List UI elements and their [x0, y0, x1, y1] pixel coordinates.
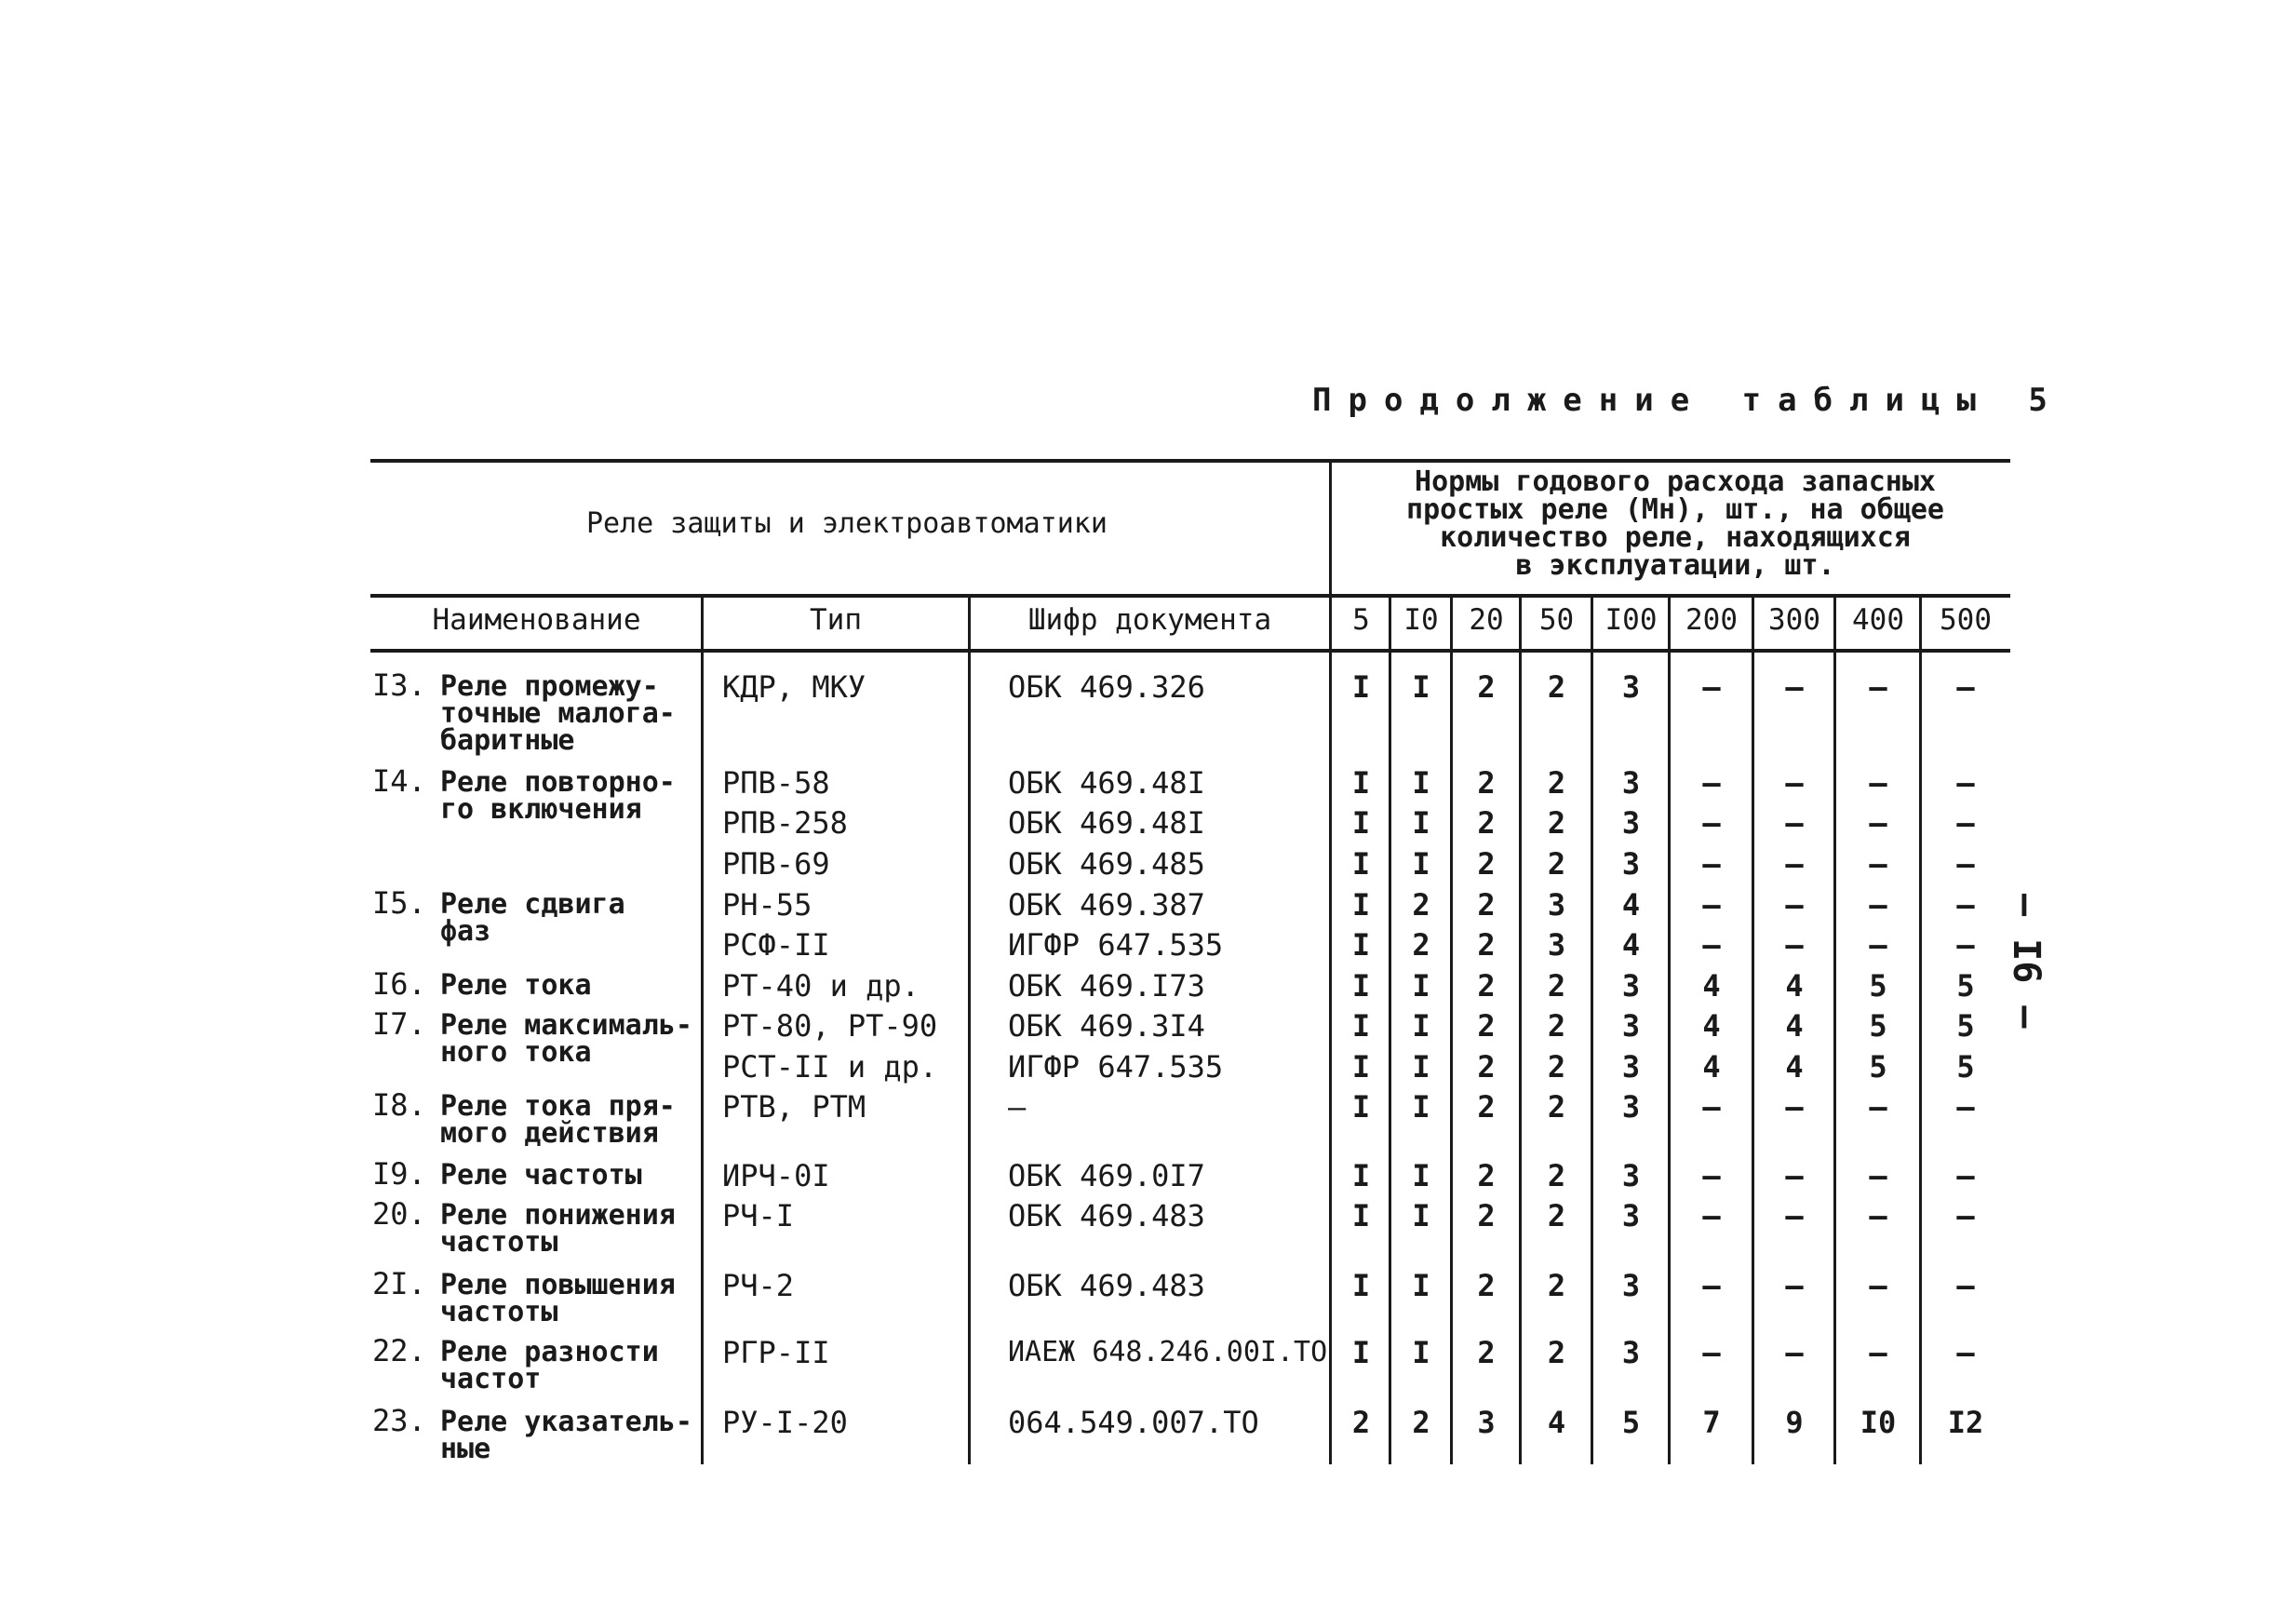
relay-name-line: Реле тока [440, 969, 592, 1002]
document-code: ОБК 469.326 [1008, 669, 1205, 705]
vrule-type [701, 594, 704, 1464]
document-code: ИГФР 647.535 [1008, 927, 1224, 963]
norm-line: в эксплуатации, шт. [1515, 549, 1835, 582]
norm-value: 2 [1477, 1008, 1496, 1044]
norm-value: I [1412, 1268, 1430, 1303]
norm-value: 2 [1412, 887, 1430, 923]
norm-value: 5 [1621, 1405, 1641, 1440]
norm-value: 4 [1702, 968, 1721, 1004]
norm-value: – [1785, 1198, 1804, 1233]
relay-name-line: Реле указатель- [440, 1406, 692, 1438]
norm-value: I [1351, 765, 1371, 801]
norm-value: 2 [1547, 1089, 1566, 1125]
norm-value: I [1412, 968, 1430, 1004]
norm-value: – [1956, 765, 1975, 801]
norm-value: 3 [1621, 669, 1641, 705]
norm-value: 4 [1547, 1405, 1566, 1440]
norm-value: – [1869, 1198, 1887, 1233]
norm-value: 2 [1477, 927, 1496, 963]
norm-value: 5 [1869, 1049, 1887, 1085]
norm-value: I [1412, 805, 1430, 841]
norm-value: – [1702, 846, 1721, 882]
norm-value: I [1351, 1008, 1371, 1044]
norm-value: 2 [1477, 669, 1496, 705]
relay-name [372, 1087, 676, 1150]
norm-value: I [1351, 927, 1371, 963]
norm-value: 3 [1547, 927, 1566, 963]
norm-value: – [1869, 805, 1887, 841]
norm-value: – [1869, 1089, 1887, 1125]
norm-value: – [1702, 1089, 1721, 1125]
norm-value: 5 [1869, 968, 1887, 1004]
row-number: I7. [372, 1006, 426, 1042]
norm-value: 3 [1621, 765, 1641, 801]
norm-value: – [1785, 805, 1804, 841]
document-code: 064.549.007.ТО [1008, 1405, 1259, 1440]
norm-value: 4 [1702, 1049, 1721, 1085]
norm-value: 3 [1621, 1268, 1641, 1303]
norm-value: – [1869, 1158, 1887, 1193]
norm-value: 4 [1785, 1008, 1804, 1044]
norm-value: – [1702, 1335, 1721, 1370]
norm-value: 3 [1621, 1335, 1641, 1370]
relay-name-line: Реле промежу- [440, 670, 659, 703]
document-code: ОБК 469.48I [1008, 765, 1205, 801]
page-number: – I6 – [2005, 894, 2048, 1029]
norm-value: 2 [1547, 968, 1566, 1004]
col-header-qty: 300 [1768, 603, 1820, 637]
norm-value: 2 [1477, 1198, 1496, 1233]
norm-value: 3 [1621, 1089, 1641, 1125]
relay-name-line: фаз [440, 915, 491, 948]
norm-value: 5 [1956, 1049, 1975, 1085]
relay-name-line: точные малога- [440, 697, 676, 730]
norm-value: I [1351, 1158, 1371, 1193]
norm-value: 3 [1621, 1008, 1641, 1044]
document-code: ИАЕЖ 648.246.00I.ТО [1008, 1336, 1328, 1368]
row-number: I3. [372, 667, 426, 703]
col-header-qty: 5 [1352, 603, 1370, 637]
norm-value: I0 [1860, 1405, 1897, 1440]
norm-value: – [1702, 927, 1721, 963]
norm-line: простых реле (Мн), шт., на общее [1406, 493, 1944, 526]
col-header-qty: 500 [1940, 603, 1992, 637]
norm-value: 5 [1956, 1008, 1975, 1044]
norm-value: 3 [1477, 1405, 1496, 1440]
norm-value: 3 [1621, 968, 1641, 1004]
relay-type: КДР, МКУ [722, 669, 866, 705]
norm-value: – [1956, 1198, 1975, 1233]
norm-value: – [1956, 927, 1975, 963]
relay-name [372, 667, 676, 757]
col-header-qty: I0 [1403, 603, 1439, 637]
relay-name-line: Реле повышения [440, 1269, 676, 1301]
norm-value: 3 [1621, 1198, 1641, 1233]
norm-value: – [1869, 887, 1887, 923]
relay-name [372, 1403, 692, 1465]
norm-value: – [1869, 1335, 1887, 1370]
norm-value: I [1351, 669, 1371, 705]
norm-value: – [1785, 1158, 1804, 1193]
relay-type: РЧ-I [722, 1198, 795, 1233]
relay-name-line: ные [440, 1433, 491, 1465]
document-code: ОБК 469.483 [1008, 1268, 1205, 1303]
relay-type: РЧ-2 [722, 1268, 795, 1303]
norm-value: – [1702, 669, 1721, 705]
norm-line: количество реле, находящихся [1440, 521, 1911, 554]
document-code: ОБК 469.3I4 [1008, 1008, 1205, 1044]
relay-name [372, 1266, 676, 1328]
relay-type: РПВ-258 [722, 805, 848, 841]
relay-name-line: баритные [440, 724, 575, 757]
row-number: 2I. [372, 1266, 426, 1301]
relay-name-line: Реле тока пря- [440, 1090, 676, 1123]
col-header-doc: Шифр документа [1027, 603, 1272, 637]
norm-value: I [1412, 846, 1430, 882]
relay-type: РН-55 [722, 887, 812, 923]
norm-value: – [1785, 887, 1804, 923]
col-header-qty: 200 [1685, 603, 1738, 637]
document-code: ОБК 469.483 [1008, 1198, 1205, 1233]
norm-value: I [1351, 1049, 1371, 1085]
norm-value: 2 [1477, 765, 1496, 801]
norm-value: – [1785, 765, 1804, 801]
norm-value: 2 [1412, 927, 1430, 963]
header-mid-rule [370, 594, 2010, 598]
relay-name [372, 966, 592, 1002]
relay-name-line: го включения [440, 793, 642, 826]
relay-name [372, 763, 676, 826]
col-header-qty: I00 [1605, 603, 1658, 637]
norm-value: 3 [1547, 887, 1566, 923]
norm-value: – [1785, 846, 1804, 882]
relay-name-line: Реле повторно- [440, 766, 676, 799]
norm-value: I [1351, 968, 1371, 1004]
document-code: – [1008, 1089, 1027, 1125]
relay-name-line: Реле понижения [440, 1199, 676, 1232]
relay-name [372, 1156, 642, 1192]
norm-value: 2 [1477, 1335, 1496, 1370]
norm-value: 2 [1547, 765, 1566, 801]
norm-value: I [1412, 1089, 1430, 1125]
norm-value: 3 [1621, 846, 1641, 882]
norm-value: – [1956, 1335, 1975, 1370]
norm-value: 4 [1702, 1008, 1721, 1044]
relay-type: РГР-II [722, 1335, 830, 1370]
row-number: I4. [372, 763, 426, 799]
relay-name-line: ного тока [440, 1036, 592, 1069]
relay-name-line: частоты [440, 1226, 558, 1259]
norm-value: I [1412, 1008, 1430, 1044]
norm-value: 2 [1477, 1089, 1496, 1125]
document-code: ОБК 469.0I7 [1008, 1158, 1205, 1193]
vrule-doc [968, 594, 971, 1464]
norm-value: 3 [1621, 1158, 1641, 1193]
norm-value: 4 [1621, 887, 1641, 923]
relay-type: РСТ-II и др. [722, 1049, 938, 1085]
norm-value: 2 [1547, 846, 1566, 882]
norm-value: I [1351, 805, 1371, 841]
norm-value: – [1956, 887, 1975, 923]
norm-value: I [1351, 887, 1371, 923]
norm-value: 2 [1547, 805, 1566, 841]
norm-value: I2 [1947, 1405, 1984, 1440]
relay-type: РПВ-69 [722, 846, 830, 882]
norm-value: – [1785, 1268, 1804, 1303]
relay-type: РПВ-58 [722, 765, 830, 801]
norm-value: – [1956, 1089, 1975, 1125]
row-number: 23. [372, 1403, 426, 1438]
group-header-relay: Реле защиты и электроавтоматики [586, 507, 1108, 540]
col-header-qty: 20 [1469, 603, 1504, 637]
document-code: ОБК 469.48I [1008, 805, 1205, 841]
row-number: I8. [372, 1087, 426, 1123]
norm-value: I [1412, 765, 1430, 801]
norm-value: – [1702, 1198, 1721, 1233]
norm-value: 2 [1477, 1268, 1496, 1303]
norm-value: – [1869, 927, 1887, 963]
norm-value: – [1702, 887, 1721, 923]
relay-name-line: мого действия [440, 1117, 659, 1150]
relay-name-line: частот [440, 1363, 542, 1395]
norm-value: 2 [1547, 1049, 1566, 1085]
norm-value: 4 [1621, 927, 1641, 963]
norm-value: – [1869, 765, 1887, 801]
norm-value: 5 [1956, 968, 1975, 1004]
norm-value: – [1785, 669, 1804, 705]
norm-value: I [1351, 1089, 1371, 1125]
norm-value: – [1785, 1335, 1804, 1370]
norm-header [1340, 465, 2010, 582]
norm-value: 2 [1547, 669, 1566, 705]
norm-value: 5 [1869, 1008, 1887, 1044]
norm-value: 2 [1477, 887, 1496, 923]
col-header-qty: 400 [1852, 603, 1904, 637]
norm-value: 7 [1702, 1405, 1721, 1440]
relay-type: РУ-I-20 [722, 1405, 848, 1440]
norm-value: 2 [1477, 1158, 1496, 1193]
relay-name [372, 1006, 692, 1069]
norm-line: Нормы годового расхода запасных [1415, 465, 1936, 498]
norm-value: – [1702, 765, 1721, 801]
norm-value: – [1956, 846, 1975, 882]
norm-value: – [1956, 805, 1975, 841]
norm-value: I [1351, 1268, 1371, 1303]
document-code: ОБК 469.I73 [1008, 968, 1205, 1004]
row-number: 22. [372, 1333, 426, 1368]
row-number: I9. [372, 1156, 426, 1192]
norm-value: 4 [1785, 1049, 1804, 1085]
relay-name [372, 1196, 676, 1259]
col-header-type: Тип [810, 603, 862, 637]
relay-type: РТ-40 и др. [722, 968, 920, 1004]
header-bottom-rule [370, 649, 2010, 653]
norm-value: I [1412, 1198, 1430, 1233]
norm-value: I [1412, 1158, 1430, 1193]
norm-value: – [1702, 1268, 1721, 1303]
document-code: ОБК 469.485 [1008, 846, 1205, 882]
norm-value: 2 [1412, 1405, 1430, 1440]
norm-value: 2 [1547, 1198, 1566, 1233]
relay-name-line: Реле максималь- [440, 1009, 692, 1042]
row-number: I6. [372, 966, 426, 1002]
relay-name [372, 885, 625, 948]
norm-value: 2 [1477, 1049, 1496, 1085]
norm-value: – [1785, 1089, 1804, 1125]
norm-value: – [1956, 1158, 1975, 1193]
norm-value: I [1351, 1198, 1371, 1233]
norm-value: 2 [1477, 968, 1496, 1004]
row-number: 20. [372, 1196, 426, 1232]
col-header-name: Наименование [432, 603, 641, 637]
norm-value: – [1702, 805, 1721, 841]
norm-value: 2 [1477, 846, 1496, 882]
norm-value: I [1412, 1335, 1430, 1370]
table-caption: Продолжение таблицы 5 [1312, 382, 2064, 419]
norm-value: 4 [1785, 968, 1804, 1004]
norm-value: 2 [1547, 1268, 1566, 1303]
norm-value: 2 [1351, 1405, 1371, 1440]
norm-value: I [1412, 1049, 1430, 1085]
relay-name [372, 1333, 659, 1395]
norm-value: 3 [1621, 805, 1641, 841]
col-header-qty: 50 [1538, 603, 1575, 637]
top-rule [370, 459, 2010, 463]
norm-value: I [1351, 846, 1371, 882]
relay-type: РТ-80, РТ-90 [722, 1008, 938, 1044]
document-code: ИГФР 647.535 [1008, 1049, 1224, 1085]
norm-value: – [1785, 927, 1804, 963]
norm-value: 2 [1547, 1008, 1566, 1044]
norm-value: – [1869, 669, 1887, 705]
norm-value: – [1956, 1268, 1975, 1303]
norm-value: – [1869, 1268, 1887, 1303]
norm-value: 9 [1785, 1405, 1804, 1440]
relay-name-line: Реле разности [440, 1336, 659, 1368]
norm-value: 2 [1547, 1158, 1566, 1193]
document-code: ОБК 469.387 [1008, 887, 1205, 923]
relay-type: ИРЧ-0I [722, 1158, 830, 1193]
norm-value: 3 [1621, 1049, 1641, 1085]
relay-name-line: Реле сдвига [440, 888, 625, 921]
relay-type: РТВ, РТМ [722, 1089, 866, 1125]
norm-value: I [1351, 1335, 1371, 1370]
norm-value: 2 [1547, 1335, 1566, 1370]
row-number: I5. [372, 885, 426, 921]
relay-name-line: Реле частоты [440, 1159, 642, 1192]
norm-value: I [1412, 669, 1430, 705]
relay-name-line: частоты [440, 1296, 558, 1328]
norm-value: – [1956, 669, 1975, 705]
norm-value: – [1702, 1158, 1721, 1193]
norm-value: 2 [1477, 805, 1496, 841]
norm-value: – [1869, 846, 1887, 882]
relay-type: РСФ-II [722, 927, 830, 963]
